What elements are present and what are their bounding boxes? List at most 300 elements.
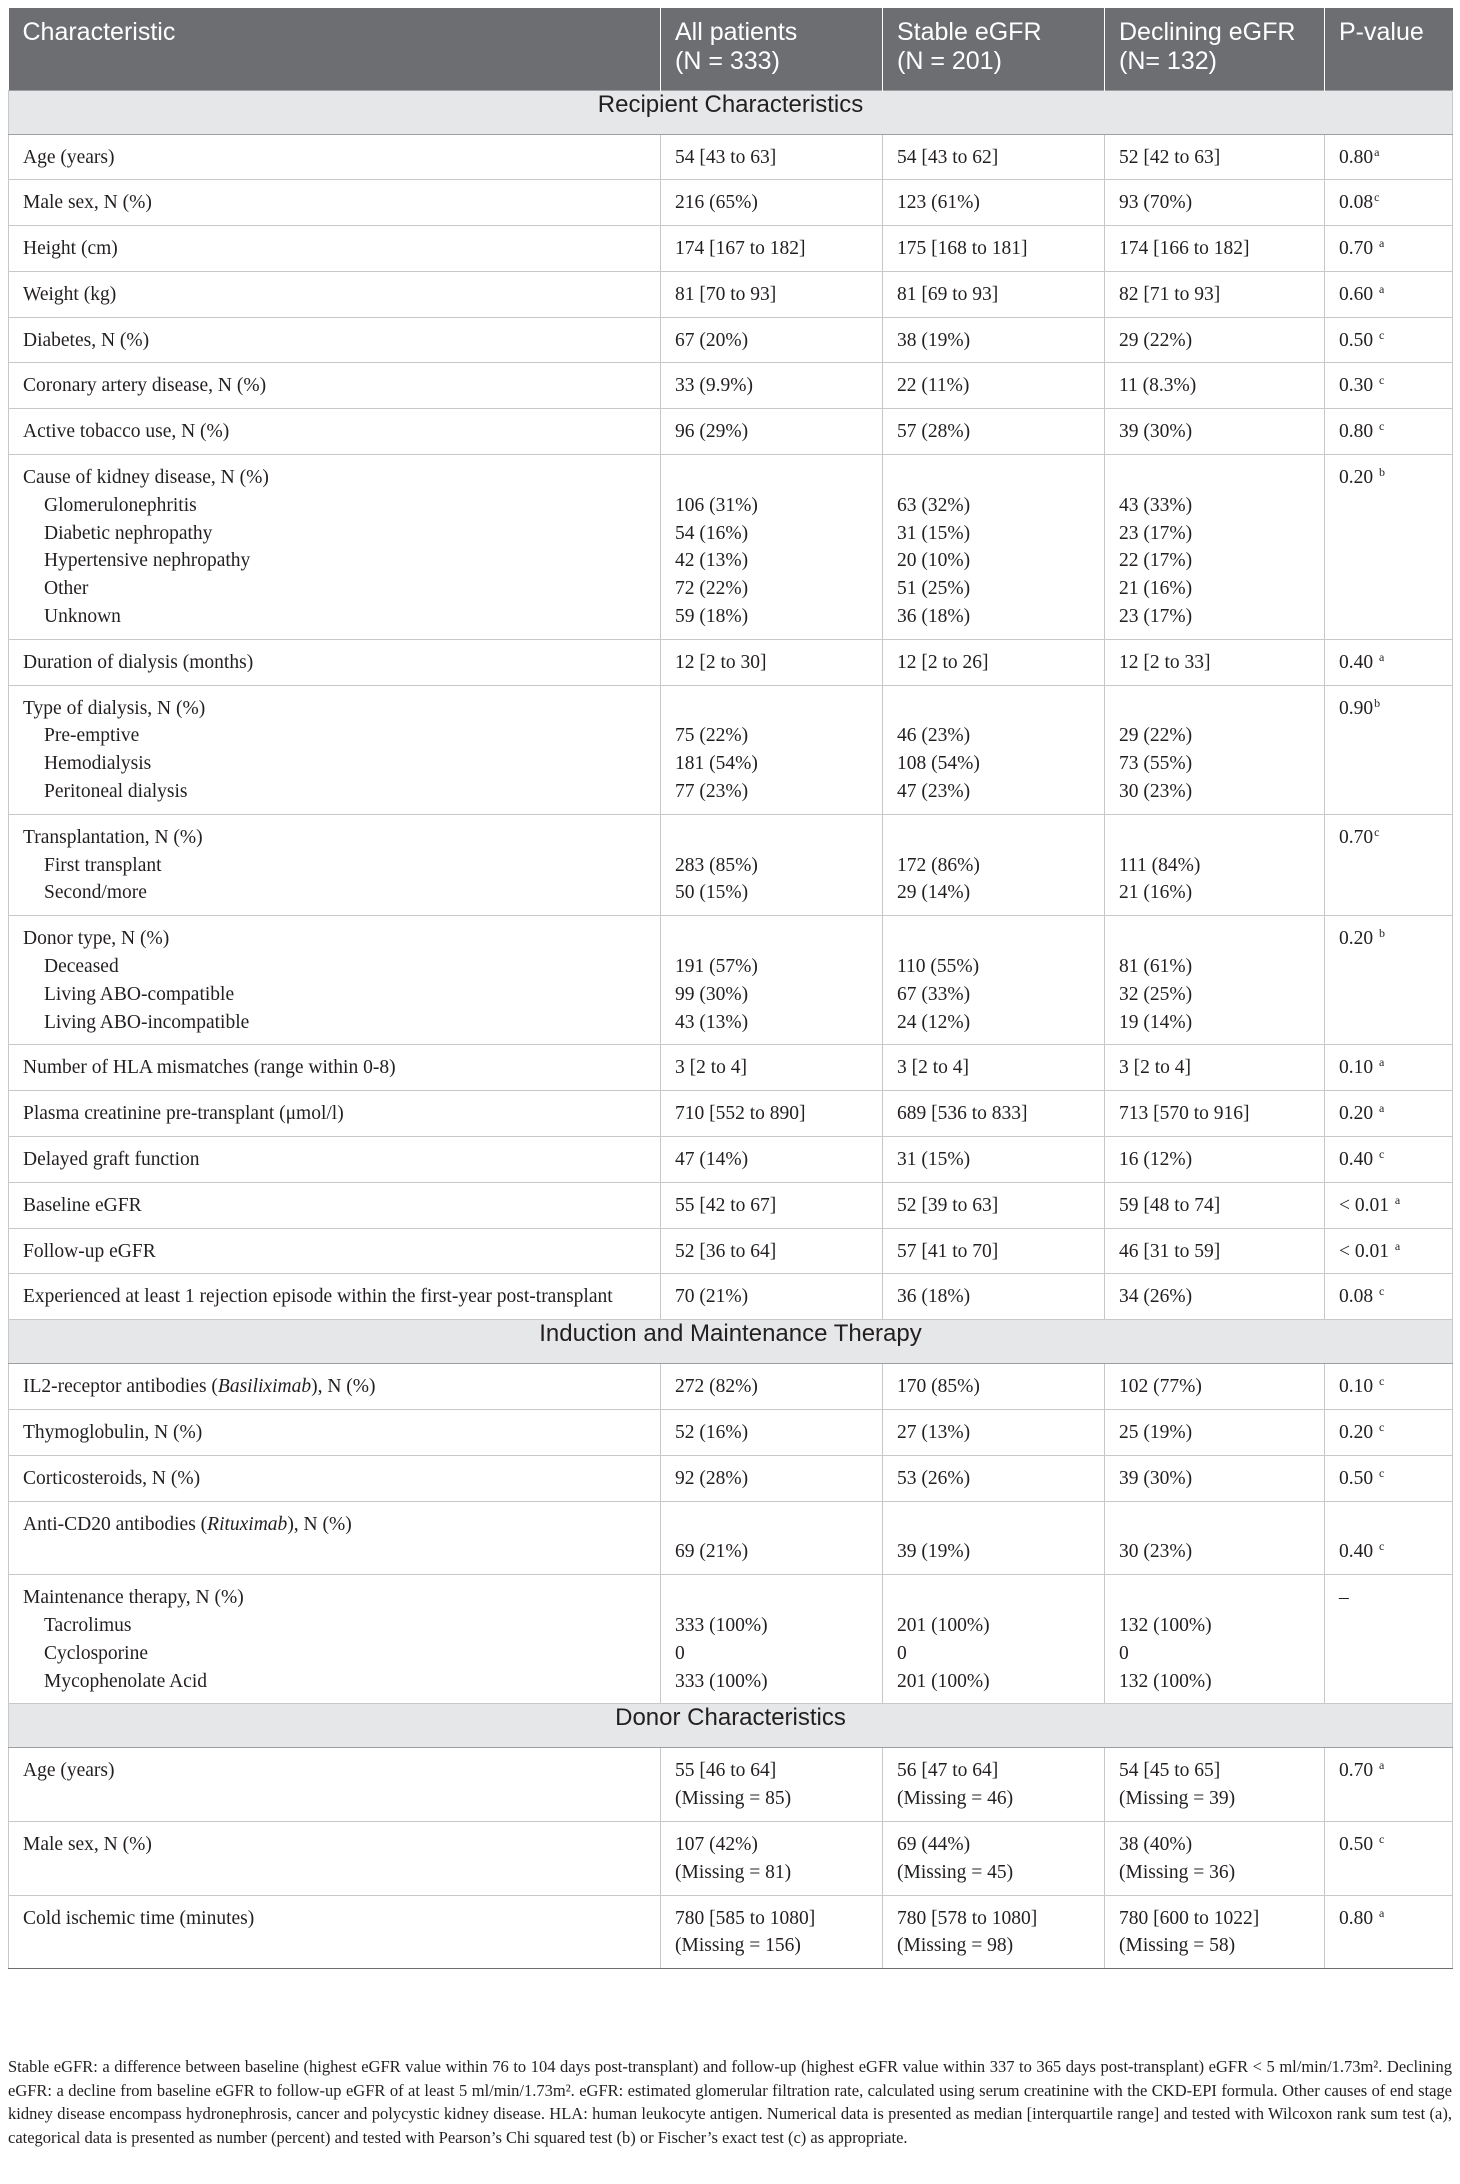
sub-category-label: Peritoneal dialysis — [44, 781, 188, 803]
declining-egfr-cell — [1105, 1182, 1325, 1228]
stable-egfr-cell — [883, 180, 1105, 226]
p-value-cell — [1325, 409, 1453, 455]
cell-value: 12 [2 to 26] — [897, 651, 989, 673]
stable-egfr-cell — [883, 134, 1105, 180]
cell-value: 780 [585 to 1080] — [675, 1907, 816, 1929]
test-superscript: c — [1379, 1284, 1385, 1299]
all-patients-cell — [661, 814, 883, 915]
table-row — [9, 1091, 1453, 1137]
stable-egfr-cell — [883, 1137, 1105, 1183]
table-header — [9, 8, 1453, 90]
header-text-line: (N= 132) — [1119, 47, 1217, 75]
row-label: Plasma creatinine pre-transplant (μmol/l) — [23, 1103, 344, 1125]
cell-value: 52 [39 to 63] — [897, 1194, 999, 1216]
all-patients-cell — [661, 1364, 883, 1410]
sub-category-label: Living ABO-compatible — [44, 983, 235, 1005]
cell-value: 201 (100%) — [897, 1670, 990, 1692]
characteristic-cell — [9, 1364, 661, 1410]
sub-category-label: Mycophenolate Acid — [44, 1670, 207, 1692]
p-value-number: 0.70 — [1339, 238, 1378, 260]
characteristic-cell — [9, 409, 661, 455]
sub-category-label: Second/more — [44, 882, 147, 904]
cell-value: 46 (23%) — [897, 725, 971, 747]
header-row — [9, 8, 1453, 90]
stable-egfr-cell — [883, 455, 1105, 640]
cell-value: 29 (22%) — [1119, 725, 1193, 747]
p-value-number: 0.50 — [1339, 1833, 1378, 1855]
cell-value: 70 (21%) — [675, 1286, 749, 1308]
all-patients-cell — [661, 916, 883, 1045]
p-value-number: < 0.01 — [1339, 1194, 1394, 1216]
characteristic-cell — [9, 916, 661, 1045]
cell-value: 123 (61%) — [897, 192, 980, 214]
p-value-cell — [1325, 1182, 1453, 1228]
cell-value: 11 (8.3%) — [1119, 375, 1197, 397]
all-patients-cell — [661, 1410, 883, 1456]
stable-egfr-cell — [883, 1455, 1105, 1501]
cell-value: 0 — [897, 1642, 907, 1664]
sub-category-label: Living ABO-incompatible — [44, 1011, 250, 1033]
all-patients-cell — [661, 317, 883, 363]
section-title: Recipient Characteristics — [9, 90, 1453, 134]
all-patients-cell — [661, 455, 883, 640]
section-header-row — [9, 1320, 1453, 1364]
test-superscript: a — [1379, 649, 1385, 664]
cell-value: 32 (25%) — [1119, 983, 1193, 1005]
header-characteristic — [9, 8, 661, 90]
characteristic-cell — [9, 317, 661, 363]
cell-value: 54 (16%) — [675, 522, 749, 544]
cell-value: 29 (14%) — [897, 882, 971, 904]
stable-egfr-cell — [883, 1895, 1105, 1969]
all-patients-cell — [661, 363, 883, 409]
stable-egfr-cell — [883, 916, 1105, 1045]
p-value-cell — [1325, 1455, 1453, 1501]
table-body — [9, 90, 1453, 1969]
cell-value: 93 (70%) — [1119, 192, 1193, 214]
header-text-line: Declining eGFR — [1119, 18, 1296, 46]
cell-value — [1119, 1511, 1310, 1539]
stable-egfr-cell — [883, 1821, 1105, 1895]
table-row — [9, 916, 1453, 1045]
all-patients-cell — [661, 1137, 883, 1183]
header-text-line: (N = 333) — [675, 47, 780, 75]
p-value-cell — [1325, 1274, 1453, 1320]
stable-egfr-cell — [883, 226, 1105, 272]
cell-value — [675, 695, 868, 723]
sub-category-label: Deceased — [44, 956, 119, 978]
sub-category-label: Hemodialysis — [44, 753, 152, 775]
characteristic-cell — [9, 1091, 661, 1137]
p-value-cell — [1325, 1091, 1453, 1137]
sub-category-label: Cyclosporine — [44, 1642, 148, 1664]
row-label: Thymoglobulin, N (%) — [23, 1422, 203, 1443]
p-value-cell — [1325, 1821, 1453, 1895]
declining-egfr-cell — [1105, 1501, 1325, 1575]
cell-value: 710 [552 to 890] — [675, 1103, 806, 1125]
cell-value: 21 (16%) — [1119, 578, 1193, 600]
cell-value: (Missing = 45) — [897, 1861, 1014, 1883]
cell-value: 54 [43 to 63] — [675, 146, 777, 168]
row-label: Anti-CD20 antibodies (Rituximab), N (%) — [23, 1513, 352, 1535]
test-superscript: c — [1379, 1831, 1385, 1846]
declining-egfr-cell — [1105, 1895, 1325, 1969]
table-row — [9, 180, 1453, 226]
table-row — [9, 1274, 1453, 1320]
stable-egfr-cell — [883, 814, 1105, 915]
table-row — [9, 685, 1453, 814]
all-patients-cell — [661, 1045, 883, 1091]
declining-egfr-cell — [1105, 409, 1325, 455]
cell-value: 24 (12%) — [897, 1011, 971, 1033]
test-superscript: a — [1379, 236, 1385, 251]
cell-value: 111 (84%) — [1119, 854, 1201, 876]
cell-value — [897, 1584, 1090, 1612]
header-all-patients — [661, 8, 883, 90]
cell-value: 22 (17%) — [1119, 550, 1193, 572]
all-patients-cell — [661, 1182, 883, 1228]
cell-value: 81 (61%) — [1119, 956, 1193, 978]
p-value-number: 0.70 — [1339, 1760, 1378, 1782]
stable-egfr-cell — [883, 1274, 1105, 1320]
section-title: Donor Characteristics — [9, 1704, 1453, 1748]
row-label: Diabetes, N (%) — [23, 329, 150, 351]
cell-value: 46 [31 to 59] — [1119, 1240, 1221, 1262]
table-row — [9, 1410, 1453, 1456]
cell-value: 63 (32%) — [897, 494, 971, 516]
section-header-row — [9, 90, 1453, 134]
cell-value: 52 (16%) — [675, 1422, 749, 1443]
characteristic-cell — [9, 271, 661, 317]
cell-value: 333 (100%) — [675, 1670, 768, 1692]
row-label: Maintenance therapy, N (%) — [23, 1587, 244, 1609]
stable-egfr-cell — [883, 1410, 1105, 1456]
test-superscript: a — [1374, 144, 1380, 159]
row-label: Experienced at least 1 rejection episode within the first-year post-transplant — [23, 1286, 613, 1308]
characteristic-cell — [9, 1748, 661, 1822]
cell-value: 3 [2 to 4] — [675, 1057, 748, 1079]
cell-value: 47 (23%) — [897, 781, 971, 803]
sub-category-label: Pre-emptive — [44, 725, 140, 747]
table-row — [9, 1821, 1453, 1895]
declining-egfr-cell — [1105, 226, 1325, 272]
cell-value: 102 (77%) — [1119, 1376, 1202, 1398]
sub-category-label: Diabetic nephropathy — [44, 522, 213, 544]
table-row — [9, 1895, 1453, 1969]
test-superscript: a — [1394, 1192, 1401, 1207]
cell-value: 19 (14%) — [1119, 1011, 1193, 1033]
p-value-number: 0.80 — [1339, 146, 1374, 168]
cell-value: 23 (17%) — [1119, 606, 1193, 628]
p-value-number: 0.20 — [1339, 1422, 1378, 1443]
p-value-number: 0.40 — [1339, 1541, 1378, 1563]
test-superscript: c — [1374, 190, 1380, 205]
cell-value: 55 [42 to 67] — [675, 1194, 777, 1216]
all-patients-cell — [661, 1748, 883, 1822]
cell-value: 22 (11%) — [897, 375, 970, 397]
p-value-number: 0.20 — [1339, 1103, 1378, 1125]
p-value-number: – — [1339, 1587, 1349, 1609]
cell-value: 272 (82%) — [675, 1376, 758, 1398]
header-p-value — [1325, 8, 1453, 90]
declining-egfr-cell — [1105, 916, 1325, 1045]
cell-value: 73 (55%) — [1119, 753, 1193, 775]
p-value-cell — [1325, 271, 1453, 317]
cell-value: (Missing = 46) — [897, 1788, 1014, 1810]
p-value-cell — [1325, 1137, 1453, 1183]
stable-egfr-cell — [883, 1748, 1105, 1822]
cell-value: 31 (15%) — [897, 522, 971, 544]
characteristic-cell — [9, 814, 661, 915]
cell-value — [1119, 464, 1310, 492]
all-patients-cell — [661, 409, 883, 455]
cell-value: 181 (54%) — [675, 753, 758, 775]
test-superscript: a — [1379, 1055, 1385, 1070]
test-superscript: a — [1379, 1101, 1385, 1116]
sub-category-label: Glomerulonephritis — [44, 494, 197, 516]
cell-value: 38 (19%) — [897, 329, 971, 351]
p-value-number: 0.80 — [1339, 1907, 1378, 1929]
cell-value: 110 (55%) — [897, 956, 980, 978]
p-value-cell — [1325, 1045, 1453, 1091]
cell-value: 283 (85%) — [675, 854, 758, 876]
test-superscript: c — [1379, 1374, 1385, 1389]
cell-value: 43 (33%) — [1119, 494, 1193, 516]
cell-value: (Missing = 156) — [675, 1935, 801, 1957]
cell-value — [1119, 824, 1310, 852]
sub-category-label: Hypertensive nephropathy — [44, 550, 251, 572]
header-declining-egfr — [1105, 8, 1325, 90]
cell-value: 54 [45 to 65] — [1119, 1760, 1221, 1782]
all-patients-cell — [661, 1274, 883, 1320]
p-value-cell — [1325, 1364, 1453, 1410]
declining-egfr-cell — [1105, 1137, 1325, 1183]
characteristics-table-container — [8, 8, 1452, 1969]
characteristic-cell — [9, 1575, 661, 1704]
characteristic-cell — [9, 1045, 661, 1091]
characteristic-cell — [9, 1501, 661, 1575]
declining-egfr-cell — [1105, 1748, 1325, 1822]
p-value-number: 0.70 — [1339, 826, 1374, 848]
declining-egfr-cell — [1105, 363, 1325, 409]
cell-value — [675, 1511, 868, 1539]
cell-value: 170 (85%) — [897, 1376, 980, 1398]
all-patients-cell — [661, 639, 883, 685]
test-superscript: b — [1379, 465, 1385, 480]
row-label: Height (cm) — [23, 238, 118, 260]
p-value-number: < 0.01 — [1339, 1240, 1394, 1262]
section-header-row — [9, 1704, 1453, 1748]
table-row — [9, 1182, 1453, 1228]
p-value — [1339, 1538, 1438, 1566]
p-value-cell — [1325, 1895, 1453, 1969]
p-value-number: 0.30 — [1339, 375, 1378, 397]
row-label: Delayed graft function — [23, 1149, 200, 1171]
cell-value: 12 [2 to 33] — [1119, 651, 1211, 673]
characteristics-table — [8, 8, 1453, 1969]
stable-egfr-cell — [883, 1501, 1105, 1575]
sub-category-label: Tacrolimus — [44, 1614, 132, 1636]
p-value-number: 0.20 — [1339, 928, 1378, 950]
cell-value: 689 [536 to 833] — [897, 1103, 1028, 1125]
cell-value: 59 (18%) — [675, 606, 749, 628]
cell-value: 67 (20%) — [675, 329, 749, 351]
cell-value: 36 (18%) — [897, 606, 971, 628]
stable-egfr-cell — [883, 1364, 1105, 1410]
p-value-cell — [1325, 1748, 1453, 1822]
cell-value: 132 (100%) — [1119, 1614, 1212, 1636]
cell-value: 27 (13%) — [897, 1422, 971, 1443]
test-superscript: c — [1379, 327, 1385, 342]
declining-egfr-cell — [1105, 271, 1325, 317]
all-patients-cell — [661, 271, 883, 317]
stable-egfr-cell — [883, 1182, 1105, 1228]
declining-egfr-cell — [1105, 1228, 1325, 1274]
cell-value: 0 — [675, 1642, 685, 1664]
p-value — [1339, 1511, 1438, 1539]
test-superscript: c — [1379, 419, 1385, 434]
cell-value: 96 (29%) — [675, 421, 749, 443]
table-row — [9, 1045, 1453, 1091]
section-title: Induction and Maintenance Therapy — [9, 1320, 1453, 1364]
p-value-cell — [1325, 639, 1453, 685]
cell-value: 29 (22%) — [1119, 329, 1193, 351]
table-row — [9, 639, 1453, 685]
cell-value: 172 (86%) — [897, 854, 980, 876]
cell-value — [675, 925, 868, 953]
table-row — [9, 1364, 1453, 1410]
sub-category-label: First transplant — [44, 854, 162, 876]
test-superscript: c — [1379, 1539, 1385, 1554]
declining-egfr-cell — [1105, 134, 1325, 180]
p-value-number: 0.90 — [1339, 697, 1374, 719]
drug-name: Rituximab — [207, 1513, 288, 1535]
cell-value: 81 [70 to 93] — [675, 283, 777, 305]
declining-egfr-cell — [1105, 1455, 1325, 1501]
row-label: Male sex, N (%) — [23, 192, 152, 214]
cell-value: (Missing = 98) — [897, 1935, 1014, 1957]
cell-value: (Missing = 58) — [1119, 1935, 1236, 1957]
cell-value: (Missing = 81) — [675, 1861, 792, 1883]
cell-value: 38 (40%) — [1119, 1833, 1193, 1855]
cell-value: 67 (33%) — [897, 983, 971, 1005]
p-value-cell — [1325, 814, 1453, 915]
declining-egfr-cell — [1105, 180, 1325, 226]
row-label: Donor type, N (%) — [23, 928, 170, 950]
test-superscript: c — [1379, 373, 1385, 388]
row-label: Duration of dialysis (months) — [23, 651, 254, 673]
p-value-cell — [1325, 1501, 1453, 1575]
p-value-cell — [1325, 226, 1453, 272]
row-label: Cold ischemic time (minutes) — [23, 1907, 255, 1929]
cell-value — [897, 695, 1090, 723]
row-label: Age (years) — [23, 146, 115, 168]
row-label: Male sex, N (%) — [23, 1833, 152, 1855]
cell-value: 77 (23%) — [675, 781, 749, 803]
stable-egfr-cell — [883, 1575, 1105, 1704]
table-row — [9, 1748, 1453, 1822]
p-value-number: 0.08 — [1339, 1286, 1378, 1308]
cell-value: 31 (15%) — [897, 1149, 971, 1171]
cell-value: 52 [42 to 63] — [1119, 146, 1221, 168]
declining-egfr-cell — [1105, 639, 1325, 685]
sub-category-label: Unknown — [44, 606, 121, 628]
cell-value: 201 (100%) — [897, 1614, 990, 1636]
characteristic-cell — [9, 180, 661, 226]
header-text-line: (N = 201) — [897, 47, 1002, 75]
drug-name: Basiliximab — [217, 1376, 312, 1398]
characteristic-cell — [9, 1182, 661, 1228]
declining-egfr-cell — [1105, 455, 1325, 640]
row-label: Transplantation, N (%) — [23, 826, 203, 848]
test-superscript: c — [1374, 824, 1380, 839]
cell-value: 191 (57%) — [675, 956, 758, 978]
all-patients-cell — [661, 1228, 883, 1274]
cell-value: 20 (10%) — [897, 550, 971, 572]
table-row — [9, 317, 1453, 363]
cell-value: 57 (28%) — [897, 421, 971, 443]
characteristic-cell — [9, 639, 661, 685]
p-value-number: 0.80 — [1339, 421, 1378, 443]
row-label: Baseline eGFR — [23, 1194, 142, 1216]
cell-value: (Missing = 85) — [675, 1788, 792, 1810]
cell-value: 34 (26%) — [1119, 1286, 1193, 1308]
declining-egfr-cell — [1105, 1575, 1325, 1704]
declining-egfr-cell — [1105, 1364, 1325, 1410]
cell-value: 216 (65%) — [675, 192, 758, 214]
cell-value: 333 (100%) — [675, 1614, 768, 1636]
all-patients-cell — [661, 180, 883, 226]
table-row — [9, 1228, 1453, 1274]
p-value-cell — [1325, 685, 1453, 814]
cell-value: 36 (18%) — [897, 1286, 971, 1308]
declining-egfr-cell — [1105, 1821, 1325, 1895]
cell-value: 42 (13%) — [675, 550, 749, 572]
cell-value — [897, 824, 1090, 852]
test-superscript: b — [1374, 695, 1381, 710]
p-value-number: 0.10 — [1339, 1057, 1378, 1079]
characteristic-cell — [9, 134, 661, 180]
characteristic-cell — [9, 1410, 661, 1456]
table-row — [9, 363, 1453, 409]
characteristic-cell — [9, 226, 661, 272]
cell-value: 69 (21%) — [675, 1541, 749, 1563]
table-row — [9, 1455, 1453, 1501]
characteristic-cell — [9, 1137, 661, 1183]
cell-value: 72 (22%) — [675, 578, 749, 600]
cell-value: 57 [41 to 70] — [897, 1240, 999, 1262]
stable-egfr-cell — [883, 639, 1105, 685]
declining-egfr-cell — [1105, 317, 1325, 363]
cell-value: 132 (100%) — [1119, 1670, 1212, 1692]
cell-value — [675, 824, 868, 852]
stable-egfr-cell — [883, 1228, 1105, 1274]
cell-value: 33 (9.9%) — [675, 375, 753, 397]
table-row — [9, 271, 1453, 317]
all-patients-cell — [661, 685, 883, 814]
p-value-number: 0.60 — [1339, 283, 1378, 305]
cell-value: 106 (31%) — [675, 494, 758, 516]
p-value-number: 0.40 — [1339, 651, 1378, 673]
cell-value: 50 (15%) — [675, 882, 749, 904]
stable-egfr-cell — [883, 363, 1105, 409]
row-label: Cause of kidney disease, N (%) — [23, 467, 269, 489]
p-value-cell — [1325, 1575, 1453, 1704]
cell-value: (Missing = 36) — [1119, 1861, 1236, 1883]
row-label: Active tobacco use, N (%) — [23, 421, 230, 443]
header-stable-egfr — [883, 8, 1105, 90]
test-superscript: b — [1379, 926, 1385, 941]
